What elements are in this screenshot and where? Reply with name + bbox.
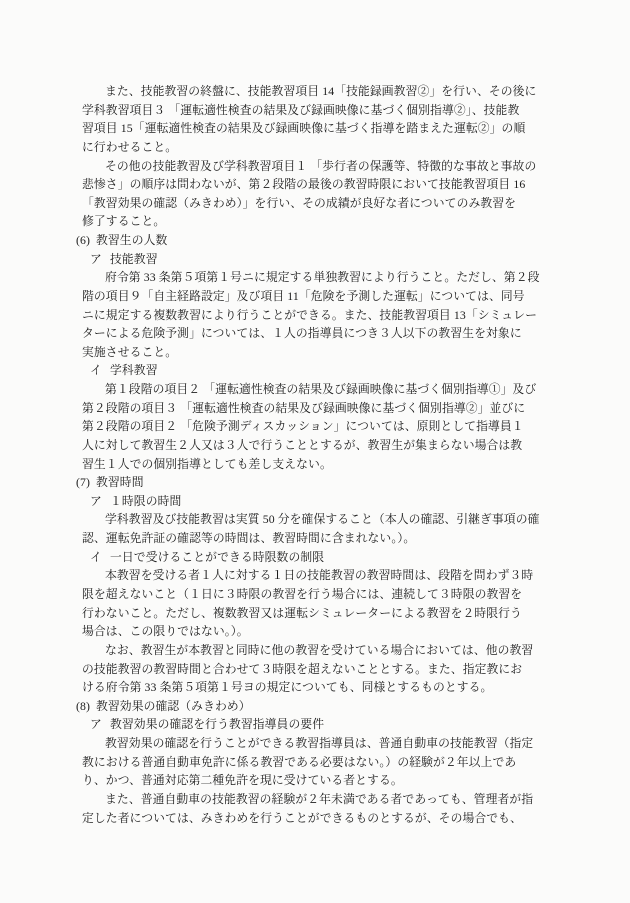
subsection-line xyxy=(0,550,630,569)
paragraph-continuation-line xyxy=(0,308,630,327)
section-line xyxy=(0,233,630,252)
text-run: 第２段階の項目２ 「危険予測ディスカッション」については、原則として指導員１ xyxy=(82,419,524,434)
subsection-line xyxy=(0,363,630,382)
paragraph-first-line xyxy=(0,270,630,289)
text-run: 悲惨さ」の順序は問わないが、第２段階の最後の教習時限において技能教習項目 16 xyxy=(82,177,526,192)
paragraph-first-line xyxy=(0,736,630,755)
paragraph-continuation-line xyxy=(0,811,630,830)
text-run: 第１段階の項目２ 「運転適性検査の結果及び録画映像に基づく個別指導①」及び xyxy=(105,382,537,397)
text-run: 行わないこと。ただし、複数教習又は運転シミュレーターによる教習を２時限行う xyxy=(82,605,522,620)
paragraph-first-line xyxy=(0,159,630,178)
paragraph-continuation-line xyxy=(0,419,630,438)
paragraph-continuation-line xyxy=(0,624,630,643)
paragraph-continuation-line xyxy=(0,457,630,476)
text-run: ニに規定する複数教習により行うことができる。また、技能教習項目 13「シミュレー xyxy=(82,307,537,322)
paragraph-continuation-line xyxy=(0,587,630,606)
paragraph-continuation-line xyxy=(0,401,630,420)
item-title: 技能教習 xyxy=(110,251,158,266)
subsection-line xyxy=(0,252,630,271)
text-run: 学科教習項目３ 「運転適性検査の結果及び録画映像に基づく個別指導②」、技能教 xyxy=(82,102,520,117)
text-run: り、かつ、普通対応第二種免許を現に受けている者とする。 xyxy=(82,773,403,788)
text-run: 「教習効果の確認（みきわめ）」を行い、その成績が良好な者についてのみ教習を xyxy=(82,195,517,210)
paragraph-continuation-line xyxy=(0,662,630,681)
paragraph-first-line xyxy=(0,512,630,531)
item-title: １時限の時間 xyxy=(110,493,182,508)
text-run: 習項目 15「運転適性検査の結果及び録画映像に基づく指導を踏まえた運転②」の順 xyxy=(82,121,526,136)
text-run: 学科教習及び技能教習は実質 50 分を確保すること（本人の確認、引継ぎ事項の確 xyxy=(105,512,540,527)
paragraph-first-line xyxy=(0,382,630,401)
item-marker: イ xyxy=(90,363,102,378)
paragraph-continuation-line xyxy=(0,755,630,774)
text-run: また、普通自動車の技能教習の経験が２年未満である者であっても、管理者が指 xyxy=(105,791,534,806)
item-marker: ア xyxy=(90,717,102,732)
text-run: に行わせること。 xyxy=(82,139,178,154)
text-run: 府令第 33 条第５項第１号ニに規定する単独教習により行うこと。ただし、第２段 xyxy=(105,270,540,285)
item-title: 教習効果の確認を行う教習指導員の要件 xyxy=(110,717,325,732)
text-run: また、技能教習の終盤に、技能教習項目 14「技能録画教習②」を行い、その後に xyxy=(105,84,537,98)
text-run: 定した者については、みきわめを行うことができるものとするが、その場合でも、 xyxy=(82,810,522,825)
item-title: 学科教習 xyxy=(110,363,158,378)
paragraph-continuation-line xyxy=(0,103,630,122)
text-run: の技能教習の教習時間と合わせて３時限を超えないこととする。また、指定教にお xyxy=(82,661,523,676)
paragraph-first-line xyxy=(0,568,630,587)
paragraph-continuation-line xyxy=(0,214,630,233)
text-run: 人に対して教習生２人又は３人で行うこととするが、教習生が集まらない場合は教 xyxy=(82,437,523,452)
item-marker: ア xyxy=(90,493,102,508)
paragraph-continuation-line xyxy=(0,289,630,308)
section-title: 教習効果の確認（みきわめ） xyxy=(96,698,251,713)
text-run: 実施させること。 xyxy=(82,344,178,359)
paragraph-continuation-line xyxy=(0,680,630,699)
text-run: 習生１人での個別指導としても差し支えない。 xyxy=(82,456,332,471)
text-run: 階の項目９「自主経路設定」及び項目 11「危険を予測した運転」については、同号 xyxy=(82,288,525,303)
section-number: (6) xyxy=(76,233,91,248)
text-run: その他の技能教習及び学科教習項目１ 「歩行者の保護等、特徴的な事故と事故の xyxy=(105,158,537,173)
text-run: 認、運転免許証の確認等の時間は、教習時間に含まれない。）。 xyxy=(82,531,416,546)
paragraph-continuation-line xyxy=(0,606,630,625)
text-run: 第２段階の項目３ 「運転適性検査の結果及び録画映像に基づく個別指導②」並びに xyxy=(82,400,526,415)
text-run: ターによる危険予測」については、１人の指導員につき３人以下の教習生を対象に xyxy=(82,326,522,341)
paragraph-continuation-line xyxy=(0,121,630,140)
section-line xyxy=(0,475,630,494)
text-run: 修了すること。 xyxy=(82,214,166,229)
paragraph-continuation-line xyxy=(0,438,630,457)
paragraph-continuation-line xyxy=(0,773,630,792)
section-title: 教習生の人数 xyxy=(96,233,168,248)
subsection-line xyxy=(0,717,630,736)
text-run: 限を超えないこと（１日に３時限の教習を行う場合には、連続して３時限の教習を xyxy=(82,587,523,601)
text-run: ける府令第 33 条第５項第１号ヨの規定についても、同様とするものとする。 xyxy=(82,680,493,695)
text-run: 教習効果の確認を行うことができる教習指導員は、普通自動車の技能教習（指定 xyxy=(105,736,534,751)
paragraph-first-line xyxy=(0,643,630,662)
text-run: 教における普通自動車免許に係る教習である必要はない。）の経験が２年以上であ xyxy=(82,754,517,769)
text-run: 場合は、この限りではない。）。 xyxy=(82,624,249,639)
text-run: なお、教習生が本教習と同時に他の教習を受けている場合においては、他の教習 xyxy=(105,642,534,657)
section-number: (7) xyxy=(76,475,91,490)
paragraph-continuation-line xyxy=(0,177,630,196)
paragraph-continuation-line xyxy=(0,326,630,345)
text-run: 本教習を受ける者１人に対する１日の技能教習の教習時間は、段階を問わず３時 xyxy=(105,568,534,583)
paragraph-first-line xyxy=(0,792,630,811)
paragraph-continuation-line xyxy=(0,531,630,550)
item-title: 一日で受けることができる時限数の制限 xyxy=(110,549,325,564)
paragraph-continuation-line xyxy=(0,196,630,215)
paragraph-continuation-line xyxy=(0,140,630,159)
paragraph-continuation-line xyxy=(0,345,630,364)
section-title: 教習時間 xyxy=(96,475,144,490)
item-marker: イ xyxy=(90,549,102,564)
subsection-line xyxy=(0,494,630,513)
paragraph-first-line xyxy=(0,84,630,103)
section-number: (8) xyxy=(76,698,91,713)
item-marker: ア xyxy=(90,251,102,266)
section-line xyxy=(0,699,630,718)
